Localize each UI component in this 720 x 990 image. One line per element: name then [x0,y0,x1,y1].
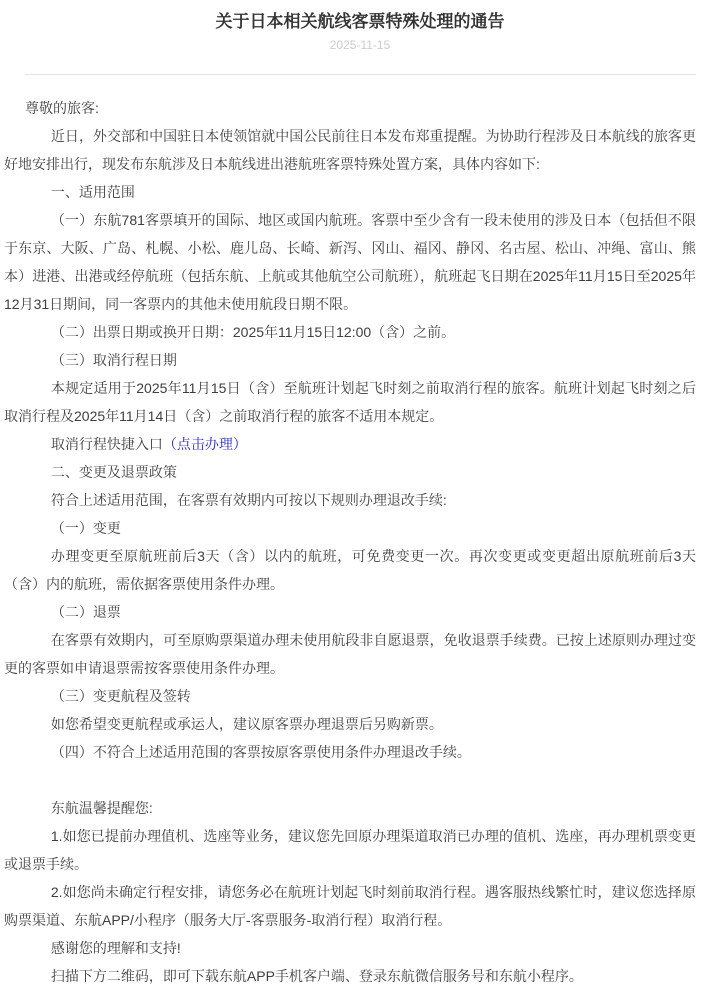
scope-item-1: （一）东航781客票填开的国际、地区或国内航班。客票中至少含有一段未使用的涉及日本（包括但不限于东京、大阪、广岛、札幌、小松、鹿儿岛、长崎、新泻、冈山、福冈、静冈、名古屋、松山、冲绳、富山、熊本）进港、出港或经停航班（包括东航、上航或其他航空公司航班），航班起飞日期在2025年11月15日至2025年12月31日期间，同一客票内的其他未使用航段日期不限。 [4,212,696,312]
cancel-entry-line [4,430,696,458]
refund-item-heading: （二）退票 [50,604,121,620]
reminder-item-1: 1.如您已提前办理值机、选座等业务，建议您先回原办理渠道取消已办理的值机、选座，再办理机票变更或退票手续。 [4,828,696,872]
change-item-heading: （一）变更 [50,520,121,536]
greeting-text: 尊敬的旅客: [25,100,99,116]
reminder-heading: 东航温馨提醒您: [50,800,153,816]
reroute-item-detail: 如您希望变更航程或承运人，建议原客票办理退票后另购新票。 [50,716,443,732]
reroute-item-heading: （三）变更航程及签转 [50,688,191,704]
reminder-item-2: 2.如您尚未确定行程安排，请您务必在航班计划起飞时刻前取消行程。遇客服热线繁忙时，建议您选择原购票渠道、东航APP/小程序（服务大厅-客票服务-取消行程）取消行程。 [4,884,696,928]
scope-item-2: （二）出票日期或换开日期：2025年11月15日12:00（含）之前。 [50,324,456,340]
section-1-heading: 一、适用范围 [50,184,135,200]
intro-paragraph: 近日，外交部和中国驻日本使领馆就中国公民前往日本发布郑重提醒。为协助行程涉及日本航线的旅客更好地安排出行，现发布东航涉及日本航线进出港航班客票特殊处置方案，具体内容如下: [4,128,696,172]
cancel-trip-link[interactable]: （点击办理） [162,436,247,452]
section-2-intro: 符合上述适用范围，在客票有效期内可按以下规则办理退改手续: [50,492,447,508]
thanks-line: 感谢您的理解和支持! [50,940,181,956]
cancel-entry-label: 取消行程快捷入口 [50,436,163,452]
qr-hint-line: 扫描下方二维码，即可下载东航APP手机客户端、登录东航微信服务号和东航小程序。 [50,968,583,984]
page-title: 关于日本相关航线客票特殊处理的通告 [215,12,505,31]
section-2-heading: 二、变更及退票政策 [50,464,177,480]
scope-item-3-detail: 本规定适用于2025年11月15日（含）至航班计划起飞时刻之前取消行程的旅客。航班计划起飞时刻之后取消行程及2025年11月14日（含）之前取消行程的旅客不适用本规定。 [4,380,696,424]
scope-item-3: （三）取消行程日期 [50,352,177,368]
other-item: （四）不符合上述适用范围的客票按原客票使用条件办理退改手续。 [50,744,471,760]
notice-header [0,0,720,53]
change-item-detail: 办理变更至原航班前后3天（含）以内的航班，可免费变更一次。再次变更或变更超出原航班前后3天（含）内的航班，需依据客票使用条件办理。 [4,548,696,592]
refund-item-detail: 在客票有效期内，可至原购票渠道办理未使用航段非自愿退票，免收退票手续费。已按上述原则办理过变更的客票如申请退票需按客票使用条件办理。 [4,632,696,676]
publish-date: 2025-11-15 [329,38,391,52]
notice-body [0,75,720,990]
